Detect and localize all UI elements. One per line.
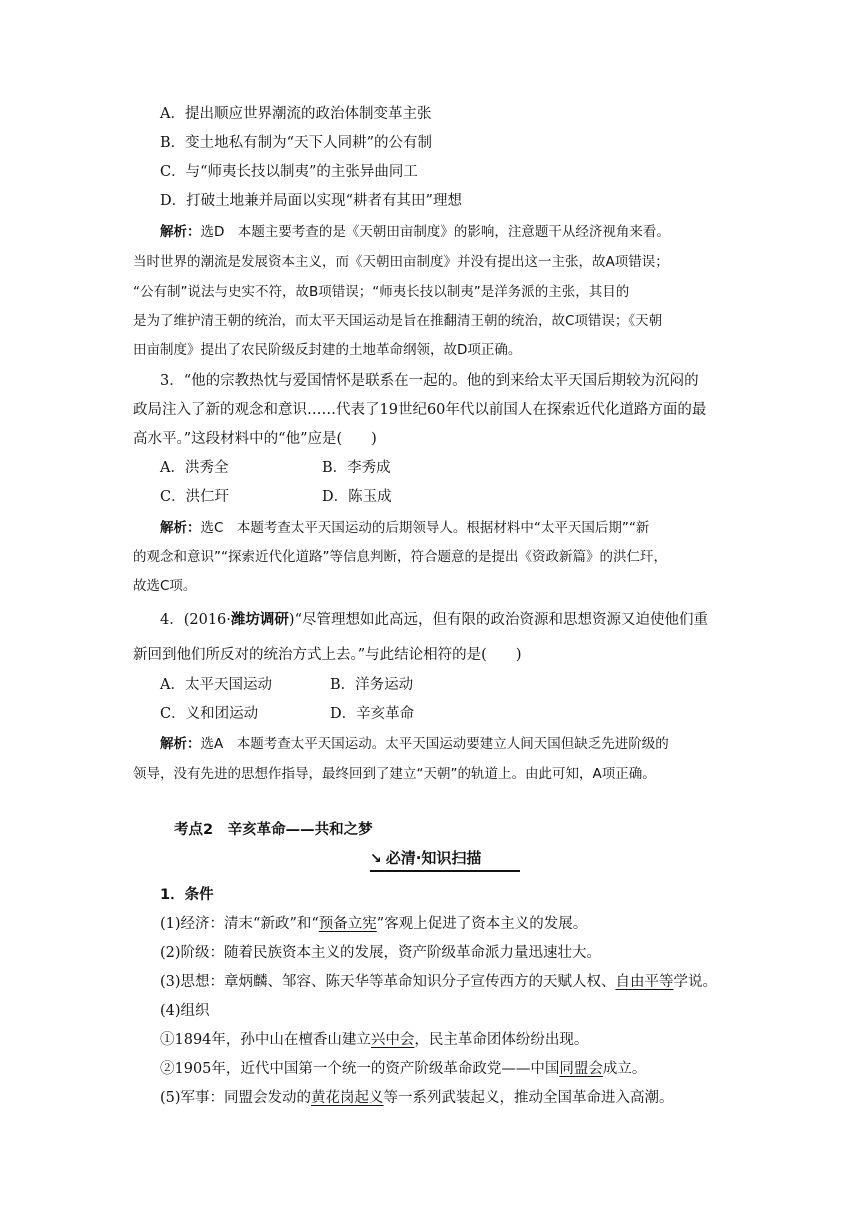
- q4-stem-line: 新回到他们所反对的统治方式上去。”与此结论相符的是( ): [133, 647, 522, 663]
- q2-option-c: C．与“师夷长技以制夷”的主张异曲同工: [160, 164, 418, 180]
- condition-org-2: ②1905年，近代中国第一个统一的资产阶级革命政党——中国同盟会成立。: [160, 1061, 647, 1077]
- q2-analysis-line: 田亩制度》提出了农民阶级反封建的土地革命纲领，故D项正确。: [133, 342, 522, 358]
- underlined-term: 兴中会: [370, 1032, 415, 1048]
- q4-analysis-line: 解析：选A 本题考查太平天国运动。太平天国运动要建立人间天国但缺乏先进阶级的: [160, 736, 669, 752]
- condition-military: (5)军事：同盟会发动的黄花岗起义等一系列武装起义，推动全国革命进入高潮。: [160, 1090, 674, 1106]
- q2-analysis-line: 解析：选D 本题主要考查的是《天朝田亩制度》的影响，注意题干从经济视角来看。: [160, 224, 670, 240]
- q3-analysis-line: 的观念和意识”“探索近代化道路”等信息判断，符合题意的是提出《资政新篇》的洪仁玕，: [133, 549, 667, 565]
- underlined-term: 自由平等: [615, 974, 674, 990]
- q4-option-c: C．义和团运动: [160, 706, 259, 722]
- q4-source: 潍坊调研: [230, 611, 289, 628]
- section-title: 考点2 辛亥革命——共和之梦: [174, 822, 373, 838]
- q2-option-b: B．变土地私有制为“天下人同耕”的公有制: [160, 135, 432, 151]
- analysis-label: 解析：: [160, 736, 201, 752]
- q3-analysis-line: 解析：选C 本题考查太平天国运动的后期领导人。根据材料中“太平天国后期”“新: [160, 520, 650, 536]
- q3-stem-line: 政局注入了新的观念和意识……代表了19世纪60年代以前国人在探索近代化道路方面的最: [133, 402, 707, 418]
- condition-economy: (1)经济：清末“新政”和“预备立宪”客观上促进了资本主义的发展。: [160, 916, 588, 932]
- q3-option-d: D．陈玉成: [322, 489, 392, 505]
- q2-analysis-line: “公有制”说法与史实不符，故B项错误；“师夷长技以制夷”是洋务派的主张，其目的: [133, 284, 630, 300]
- q3-option-c: C．洪仁玕: [160, 489, 230, 505]
- q3-option-b: B．李秀成: [322, 460, 391, 476]
- underlined-term: 预备立宪: [318, 916, 377, 932]
- conditions-heading: 1．条件: [160, 887, 214, 903]
- condition-class: (2)阶级：随着民族资本主义的发展，资产阶级革命派力量迅速壮大。: [160, 945, 602, 961]
- analysis-label: 解析：: [160, 520, 201, 536]
- q4-analysis-line: 领导，没有先进的思想作指导，最终回到了建立“天朝”的轨道上。由此可知，A项正确。: [133, 766, 656, 782]
- q3-stem-line: 高水平。”这段材料中的“他”应是( ): [133, 431, 377, 447]
- condition-thought: (3)思想：章炳麟、邹容、陈天华等革命知识分子宣传西方的天赋人权、自由平等学说。: [160, 974, 718, 990]
- q2-option-a: A．提出顺应世界潮流的政治体制变革主张: [160, 106, 432, 122]
- q4-option-b: B．洋务运动: [330, 677, 414, 693]
- section-banner: [370, 846, 520, 872]
- arrow-icon: ↘: [370, 851, 382, 867]
- q4-stem-line: 4．(2016·潍坊调研)“尽管理想如此高远，但有限的政治资源和思想资源又迫使他们重: [160, 611, 708, 628]
- underlined-term: 黄花岗起义: [311, 1090, 384, 1106]
- q2-option-d: D．打破土地兼并局面以实现“耕者有其田”理想: [160, 193, 462, 209]
- condition-org-1: ①1894年，孙中山在檀香山建立兴中会，民主革命团体纷纷出现。: [160, 1032, 589, 1048]
- underlined-term: 同盟会: [559, 1061, 603, 1077]
- q2-analysis-line: 是为了维护清王朝的统治，而太平天国运动是旨在推翻清王朝的统治，故C项错误；《天朝: [133, 313, 663, 329]
- condition-organization: (4)组织: [160, 1003, 210, 1019]
- analysis-label: 解析：: [160, 224, 201, 240]
- q3-option-a: A．洪秀全: [160, 460, 229, 476]
- q4-option-a: A．太平天国运动: [160, 677, 272, 693]
- q2-analysis-line: 当时世界的潮流是发展资本主义，而《天朝田亩制度》并没有提出这一主张，故A项错误；: [133, 254, 669, 270]
- q4-option-d: D．辛亥革命: [330, 706, 415, 722]
- q3-stem-line: 3．“他的宗教热忱与爱国情怀是联系在一起的。他的到来给太平天国后期较为沉闷的: [160, 373, 699, 389]
- banner-text: 必清·知识扫描: [385, 849, 482, 867]
- q3-analysis-line: 故选C项。: [133, 578, 197, 594]
